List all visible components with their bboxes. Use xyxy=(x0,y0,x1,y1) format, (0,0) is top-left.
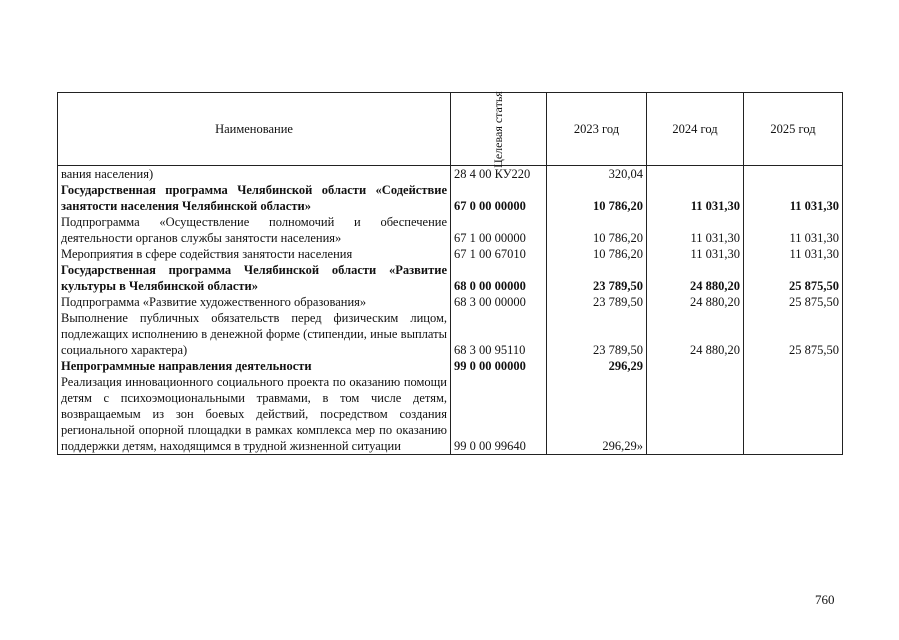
row-2024-cell: 11 031,30 xyxy=(647,246,744,262)
table-row xyxy=(58,310,843,358)
header-2023: 2023 год xyxy=(547,93,647,166)
header-name: Наименование xyxy=(58,93,451,166)
row-name-cell: Непрограммные направления деятельности xyxy=(58,358,451,374)
table-row xyxy=(58,214,843,246)
row-2023-cell: 23 789,50 xyxy=(547,294,647,310)
row-2024-cell xyxy=(647,166,744,183)
header-2025: 2025 год xyxy=(744,93,843,166)
row-2025-cell: 25 875,50 xyxy=(744,294,843,310)
row-name-cell: Подпрограмма «Развитие художественного образования» xyxy=(58,294,451,310)
row-2024-cell: 24 880,20 xyxy=(647,294,744,310)
row-2024-cell: 11 031,30 xyxy=(647,182,744,214)
row-target-article-cell: 28 4 00 КУ220 xyxy=(451,166,547,183)
row-name-cell: Выполнение публичных обязательств перед физическим лицом, подлежащих исполнению в денежной форме (стипендии, иные выплаты социального характера) xyxy=(58,310,451,358)
row-name-cell: вания населения) xyxy=(58,166,451,183)
row-2025-cell: 25 875,50 xyxy=(744,262,843,294)
table-row xyxy=(58,262,843,294)
table-row xyxy=(58,166,843,183)
header-target-article-text: Целевая статья xyxy=(490,91,505,168)
row-2024-cell: 24 880,20 xyxy=(647,262,744,294)
row-2023-cell: 296,29» xyxy=(547,374,647,455)
row-name-cell: Подпрограмма «Осуществление полномочий и обеспечение деятельности органов службы занятости населения» xyxy=(58,214,451,246)
row-2025-cell: 25 875,50 xyxy=(744,310,843,358)
row-2025-cell xyxy=(744,166,843,183)
row-target-article-cell: 67 1 00 00000 xyxy=(451,214,547,246)
table-body xyxy=(58,166,843,455)
table-row xyxy=(58,182,843,214)
row-2025-cell: 11 031,30 xyxy=(744,246,843,262)
row-target-article-cell: 68 0 00 00000 xyxy=(451,262,547,294)
row-2024-cell: 24 880,20 xyxy=(647,310,744,358)
row-2023-cell: 10 786,20 xyxy=(547,214,647,246)
page-number: 760 xyxy=(815,592,835,607)
header-target-article xyxy=(451,93,547,166)
row-target-article-cell: 68 3 00 00000 xyxy=(451,294,547,310)
row-2023-cell: 296,29 xyxy=(547,358,647,374)
row-2023-cell: 320,04 xyxy=(547,166,647,183)
row-2025-cell: 11 031,30 xyxy=(744,214,843,246)
row-2023-cell: 10 786,20 xyxy=(547,246,647,262)
row-name-cell: Государственная программа Челябинской области «Содействие занятости населения Челябинской области» xyxy=(58,182,451,214)
row-target-article-cell: 68 3 00 95110 xyxy=(451,310,547,358)
row-2025-cell: 11 031,30 xyxy=(744,182,843,214)
row-2025-cell xyxy=(744,374,843,455)
row-target-article-cell: 67 1 00 67010 xyxy=(451,246,547,262)
table-row xyxy=(58,358,843,374)
row-name-cell: Мероприятия в сфере содействия занятости населения xyxy=(58,246,451,262)
row-name-cell: Реализация инновационного социального проекта по оказанию помощи детям с психоэмоциональными травмами, в том числе детям, возвращаемым из зон боевых действий, посредством создания региональной опорной площадки в рамках комплекса мер по оказанию поддержки детям, находящимся в трудной жизненной ситуации xyxy=(58,374,451,455)
row-2024-cell xyxy=(647,358,744,374)
header-2024: 2024 год xyxy=(647,93,744,166)
table-row xyxy=(58,374,843,455)
row-target-article-cell: 67 0 00 00000 xyxy=(451,182,547,214)
budget-table xyxy=(57,92,843,455)
row-2025-cell xyxy=(744,358,843,374)
row-2023-cell: 10 786,20 xyxy=(547,182,647,214)
row-2024-cell xyxy=(647,374,744,455)
table-row xyxy=(58,246,843,262)
row-2023-cell: 23 789,50 xyxy=(547,262,647,294)
row-2024-cell: 11 031,30 xyxy=(647,214,744,246)
row-target-article-cell: 99 0 00 00000 xyxy=(451,358,547,374)
row-target-article-cell: 99 0 00 99640 xyxy=(451,374,547,455)
table-header-row xyxy=(58,93,843,166)
table-row xyxy=(58,294,843,310)
row-2023-cell: 23 789,50 xyxy=(547,310,647,358)
row-name-cell: Государственная программа Челябинской области «Развитие культуры в Челябинской области» xyxy=(58,262,451,294)
